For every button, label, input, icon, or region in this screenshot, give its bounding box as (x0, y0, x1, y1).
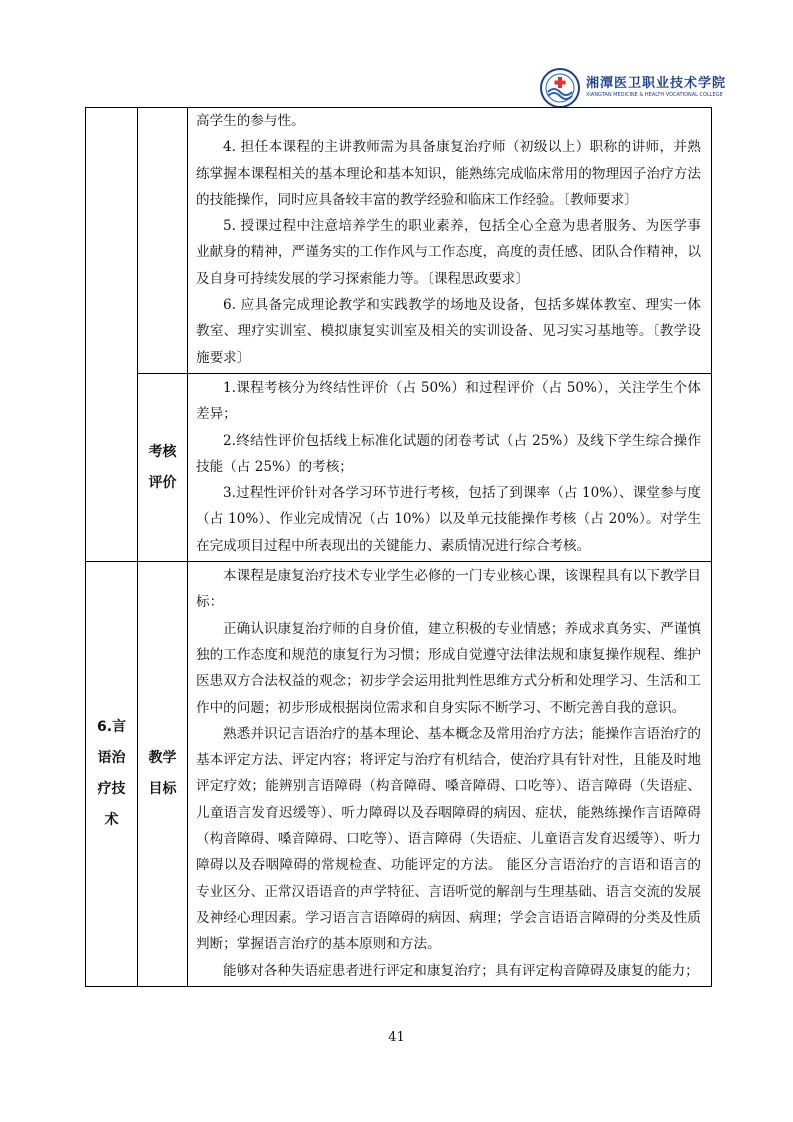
empty-course-cell (86, 108, 138, 562)
assessment-paragraph: 2.终结性评价包括线上标准化试题的闭卷考试（占 25%）及线下学生综合操作技能（占 25%）的考核； (196, 432, 701, 475)
assessment-paragraph: 1.课程考核分为终结性评价（占 50%）和过程评价（占 50%），关注学生个体差异； (196, 379, 701, 423)
requirement-paragraph: 5. 授课过程中注意培养学生的职业素养，包括全心全意为患者服务、为医学事业献身的精神，严谨务实的工作作风与工作态度，高度的责任感、团队合作精神，以及自身可持续发展的学习探索能力等。〔课程思政要求〕 (196, 218, 701, 287)
table-row (86, 562, 712, 987)
teaching-goals-label: 教学 目标 (138, 562, 188, 987)
course-table (85, 107, 712, 987)
page-number: 41 (388, 1030, 405, 1045)
requirement-paragraph: 4. 担任本课程的主讲教师需为具备康复治疗师（初级以上）职称的讲师，并熟练掌握本课程相关的基本理论和基本知识，能熟练完成临床常用的物理因子治疗方法的技能操作，同时应具备较丰富的教学经验和临床工作经验。〔教师要求〕 (196, 139, 701, 208)
goal-paragraph: 熟悉并识记言语治疗的基本理论、基本概念及常用治疗方法；能操作言语治疗的基本评定方法、评定内容；将评定与治疗有机结合，使治疗具有针对性，且能及时地评定疗效；能辨别言语障碍（构音障碍、嗓音障碍、口吃等）、语言障碍（失语症、儿童语言发育迟缓等）、听力障碍以及吞咽障碍的病因、症状，能熟练操作言语障碍（构音障碍、嗓音障碍、口吃等）、语言障碍（失语症、儿童语言发育迟缓等）、听力障碍以及吞咽障碍的常规检查、功能评定的方法。 能区分言语治疗的言语和语言的专业区分、正常汉语语音的声学特征、言语听觉的解剖与生理基础、语言交流的发展及神经心理因素。学习语言言语障碍的病因、病理；学会言语语言障碍的分类及性质判断；掌握语言治疗的基本原则和方法。 (196, 725, 701, 953)
school-name-en: XIANGTAN MEDICINE & HEALTH VOCATIONAL COLLEGE (586, 92, 723, 98)
requirement-paragraph: 6. 应具备完成理论教学和实践教学的场地及设备，包括多媒体教室、理实一体教室、理疗实训室、模拟康复实训室及相关的实训设备、见习实习基地等。〔教学设施要求〕 (196, 297, 701, 366)
requirements-cell (188, 108, 712, 374)
requirement-paragraph: 高学生的参与性。 (196, 113, 305, 129)
goal-paragraph: 能够对各种失语症患者进行评定和康复治疗；具有评定构音障碍及康复的能力； (223, 962, 699, 979)
school-emblem-icon (540, 68, 580, 108)
school-name: 湘潭医卫职业技术学院 (586, 76, 727, 91)
course-name: 6.言 语治 疗技 术 (86, 562, 138, 987)
table-row (86, 108, 712, 374)
empty-label-cell (138, 108, 188, 374)
assessment-label: 考核 评价 (138, 373, 188, 561)
goal-paragraph: 正确认识康复治疗师的自身价值，建立积极的专业情感；养成求真务实、严谨慎独的工作态度和规范的康复行为习惯；形成自觉遵守法律法规和康复操作规程、维护医患双方合法权益的观念；初步学会运用批判性思维方式分析和处理学习、生活和工作中的问题；初步形成根据岗位需求和自身实际不断学习、不断完善自我的意识。 (196, 620, 701, 716)
assessment-paragraph: 3.过程性评价针对各学习环节进行考核，包括了到课率（占 10%）、课堂参与度（占 10%）、作业完成情况（占 10%）以及单元技能操作考核（占 20%）。对学生在完成项目过程中所表现出的关键能力、素质情况进行综合考核。 (196, 485, 701, 554)
assessment-cell (188, 373, 712, 561)
teaching-goals-cell (188, 562, 712, 987)
school-logo (540, 68, 730, 110)
table-row (86, 373, 712, 561)
goal-paragraph: 本课程是康复治疗技术专业学生必修的一门专业核心课，该课程具有以下教学目标： (196, 568, 701, 611)
